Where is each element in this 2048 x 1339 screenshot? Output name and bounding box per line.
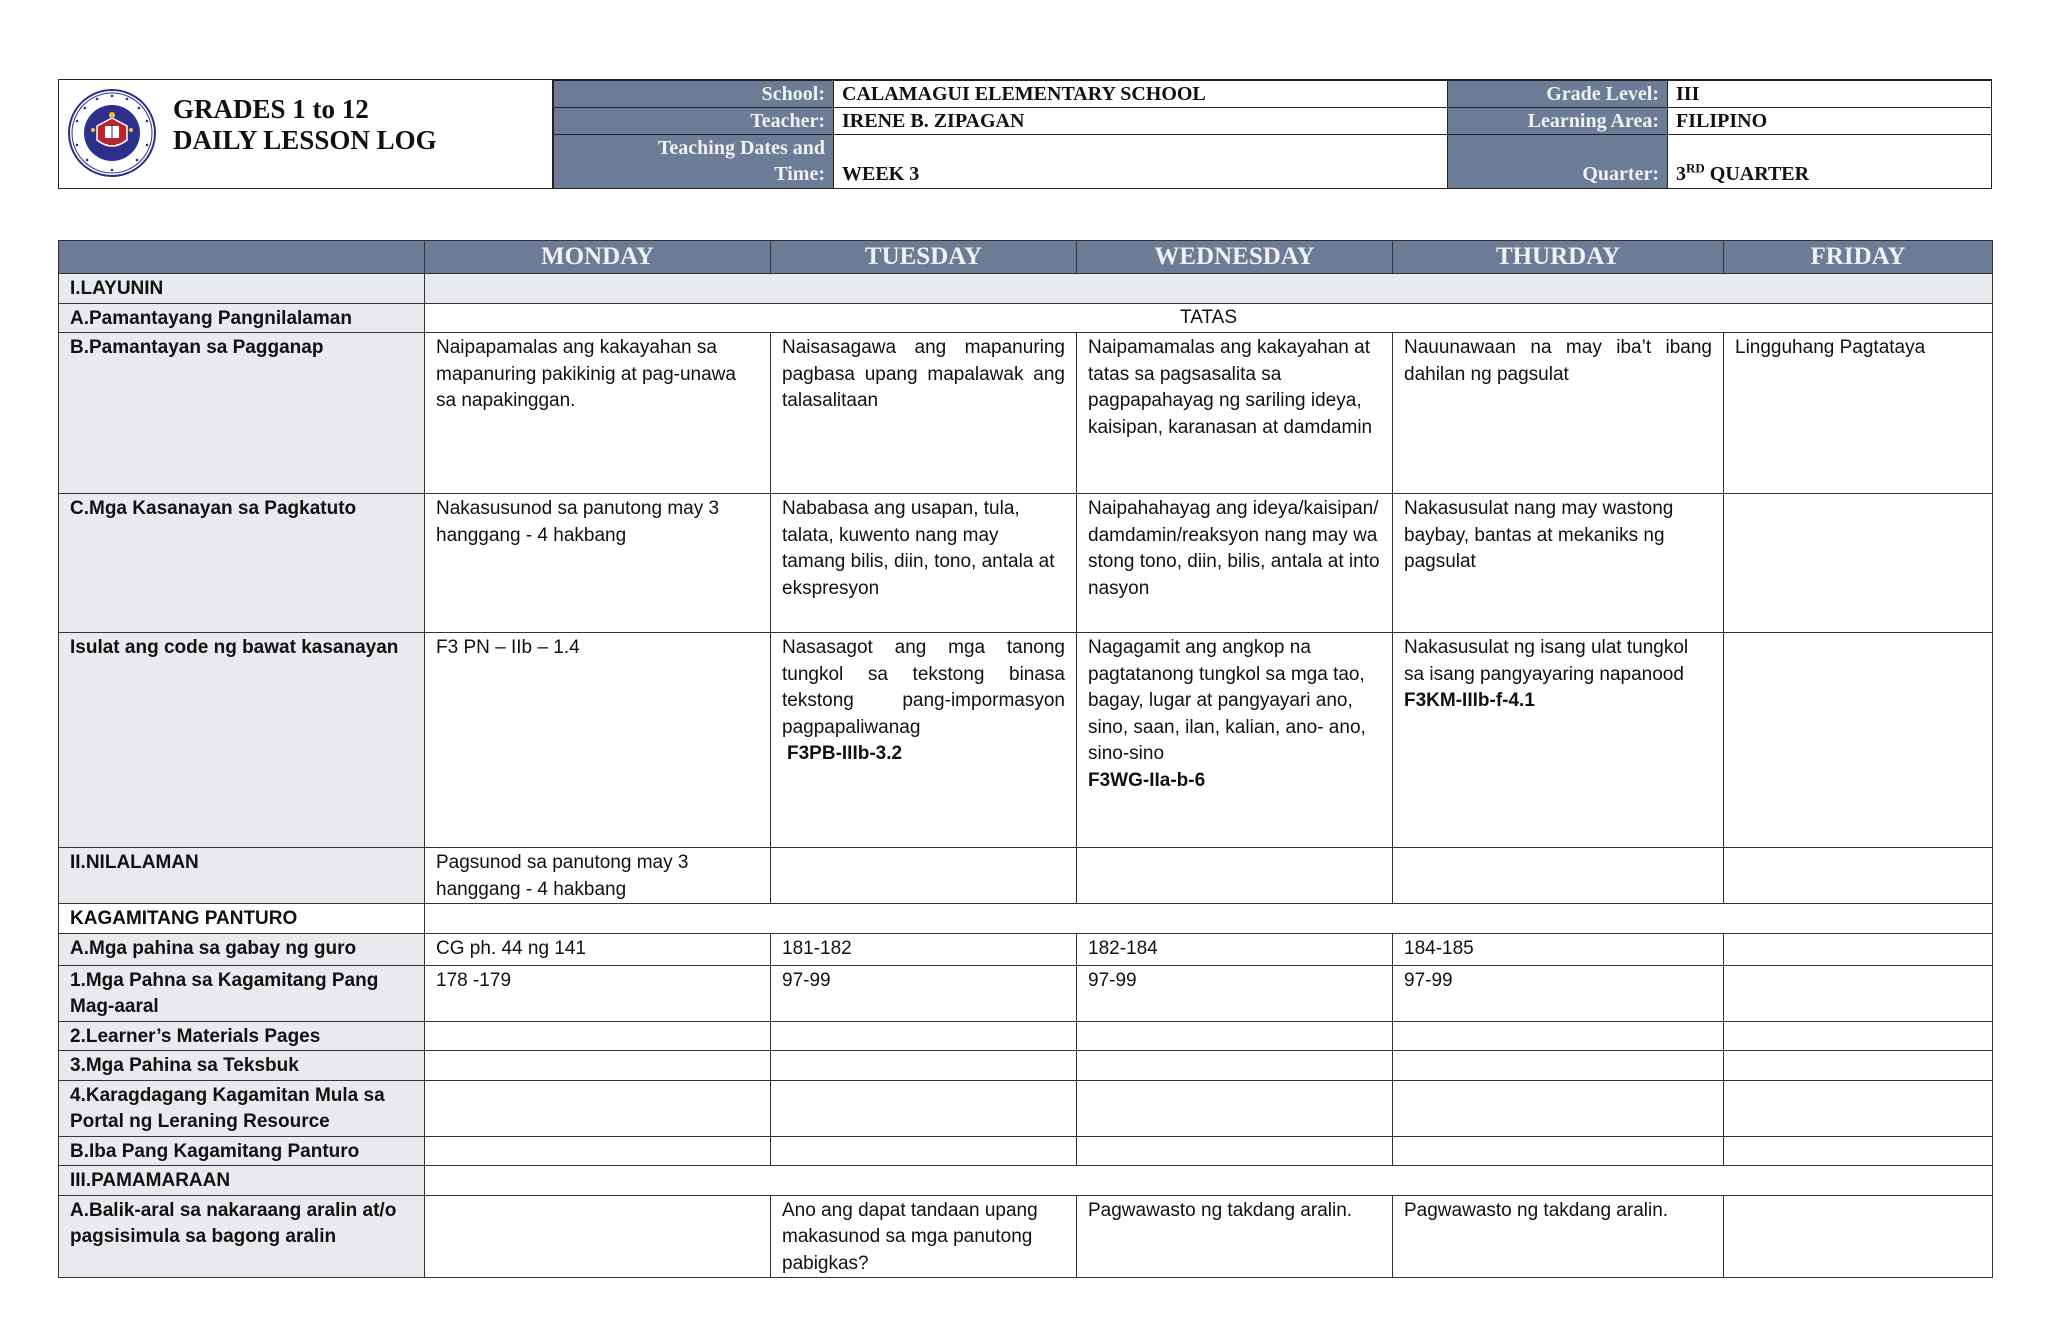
pagganap-tuesday: Naisasagawa ang mapanuring pagbasa upang mapalawak ang talasalitaan xyxy=(771,333,1077,494)
learners-tuesday xyxy=(771,1021,1077,1051)
balik-thursday: Pagwawasto ng takdang aralin. xyxy=(1393,1195,1724,1278)
pagganap-thursday: Nauunawaan na may iba’t ibang dahilan ng pagsulat xyxy=(1393,333,1724,494)
learners-friday xyxy=(1724,1021,1993,1051)
gabay-row xyxy=(59,933,1993,965)
kagamitan-band xyxy=(425,904,1993,934)
lesson-log-header xyxy=(58,79,1992,189)
layunin-band xyxy=(425,274,1993,304)
header-title-line-1: GRADES 1 to 12 xyxy=(173,94,369,124)
grade-level-label: Grade Level: xyxy=(1448,81,1668,108)
learning-area-value: FILIPINO xyxy=(1668,108,1992,135)
iba-row xyxy=(59,1136,1993,1166)
kagamitan-label: KAGAMITANG PANTURO xyxy=(59,904,425,934)
teacher-label: Teacher: xyxy=(554,108,834,135)
nilalaman-row xyxy=(59,848,1993,904)
header-info-table xyxy=(553,80,1992,189)
pagganap-wednesday: Naipamamalas ang kakayahan at tatas sa pagsasalita sa pagpapahayag ng sariling ideya, kaisipan, karanasan at damdamin xyxy=(1077,333,1393,494)
code-label: Isulat ang code ng bawat kasanayan xyxy=(59,633,425,848)
code-friday xyxy=(1724,633,1993,848)
gabay-thursday: 184-185 xyxy=(1393,933,1724,965)
teksbuk-monday xyxy=(425,1051,771,1081)
karagdagang-monday xyxy=(425,1080,771,1136)
header-title-line-2: DAILY LESSON LOG xyxy=(173,125,437,155)
learners-label: 2.Learner’s Materials Pages xyxy=(59,1021,425,1051)
kasanayan-thursday: Nakasusulat nang may wastong baybay, bantas at mekaniks ng pagsulat xyxy=(1393,494,1724,633)
teksbuk-tuesday xyxy=(771,1051,1077,1081)
teksbuk-friday xyxy=(1724,1051,1993,1081)
karagdagang-row xyxy=(59,1080,1993,1136)
teksbuk-thursday xyxy=(1393,1051,1724,1081)
pahina-monday: 178 -179 xyxy=(425,965,771,1021)
balik-row xyxy=(59,1195,1993,1278)
nilalaman-wednesday xyxy=(1077,848,1393,904)
teksbuk-wednesday xyxy=(1077,1051,1393,1081)
iba-friday xyxy=(1724,1136,1993,1166)
balik-tuesday: Ano ang dapat tandaan upang makasunod sa mga panutong pabigkas? xyxy=(771,1195,1077,1278)
pamantayang-label: A.Pamantayang Pangnilalaman xyxy=(59,303,425,333)
code-tuesday-text: Nasasagot ang mga tanong tungkol sa tekstong binasa tekstong pang-impormasyon pagpapaliwanag xyxy=(782,637,1065,738)
teacher-value: IRENE B. ZIPAGAN xyxy=(834,108,1448,135)
kasanayan-label: C.Mga Kasanayan sa Pagkatuto xyxy=(59,494,425,633)
quarter-value xyxy=(1668,135,1992,189)
pagganap-friday: Lingguhang Pagtataya xyxy=(1724,333,1993,494)
code-wednesday-code: F3WG-IIa-b-6 xyxy=(1088,769,1206,791)
code-tuesday-code: F3PB-IIIb-3.2 xyxy=(787,743,903,764)
pagganap-label: B.Pamantayan sa Pagganap xyxy=(59,333,425,494)
pagganap-monday: Naipapamalas ang kakayahan sa mapanuring pakikinig at pag-unawa sa napakinggan. xyxy=(425,333,771,494)
iba-wednesday xyxy=(1077,1136,1393,1166)
code-row xyxy=(59,633,1993,848)
nilalaman-monday: Pagsunod sa panutong may 3 hanggang - 4 hakbang xyxy=(425,848,771,904)
deped-seal-icon xyxy=(67,88,157,178)
code-thursday-code: F3KM-IIIb-f-4.1 xyxy=(1404,690,1535,711)
gabay-tuesday: 181-182 xyxy=(771,933,1077,965)
day-header-friday: FRIDAY xyxy=(1724,241,1993,274)
pamamaraan-band xyxy=(425,1166,1993,1196)
pahina-friday xyxy=(1724,965,1993,1021)
code-wednesday xyxy=(1077,633,1393,848)
grade-level-value: III xyxy=(1668,81,1992,108)
iba-tuesday xyxy=(771,1136,1077,1166)
kasanayan-wednesday: Naipahahayag ang ideya/kaisipan/damdamin/reaksyon nang may wastong tono, diin, bilis, antala at intonasyon xyxy=(1077,494,1393,633)
pamamaraan-label: III.PAMAMARAAN xyxy=(59,1166,425,1196)
learning-area-label: Learning Area: xyxy=(1448,108,1668,135)
layunin-row xyxy=(59,274,1993,304)
balik-wednesday: Pagwawasto ng takdang aralin. xyxy=(1077,1195,1393,1278)
pahina-tuesday: 97-99 xyxy=(771,965,1077,1021)
day-header-corner xyxy=(59,241,425,274)
code-thursday xyxy=(1393,633,1724,848)
code-wednesday-text: Nagagamit ang angkop na pagtatanong tungkol sa mga tao, bagay, lugar at pangyayari ano, sino, saan, ilan, kalian, ano- ano, sino-sino xyxy=(1088,637,1366,764)
school-label: School: xyxy=(554,81,834,108)
day-header-thursday: THURDAY xyxy=(1393,241,1724,274)
kasanayan-row xyxy=(59,494,1993,633)
gabay-label: A.Mga pahina sa gabay ng guro xyxy=(59,933,425,965)
gabay-monday: CG ph. 44 ng 141 xyxy=(425,933,771,965)
quarter-suffix: RD xyxy=(1686,160,1705,176)
nilalaman-friday xyxy=(1724,848,1993,904)
day-header-row xyxy=(59,241,1993,274)
kagamitan-row xyxy=(59,904,1993,934)
karagdagang-thursday xyxy=(1393,1080,1724,1136)
pahina-wednesday: 97-99 xyxy=(1077,965,1393,1021)
karagdagang-friday xyxy=(1724,1080,1993,1136)
gabay-friday xyxy=(1724,933,1993,965)
school-value: CALAMAGUI ELEMENTARY SCHOOL xyxy=(834,81,1448,108)
nilalaman-thursday xyxy=(1393,848,1724,904)
day-header-tuesday: TUESDAY xyxy=(771,241,1077,274)
iba-monday xyxy=(425,1136,771,1166)
iba-thursday xyxy=(1393,1136,1724,1166)
day-header-wednesday: WEDNESDAY xyxy=(1077,241,1393,274)
code-monday: F3 PN – IIb – 1.4 xyxy=(425,633,771,848)
learners-thursday xyxy=(1393,1021,1724,1051)
day-header-monday: MONDAY xyxy=(425,241,771,274)
balik-label: A.Balik-aral sa nakaraang aralin at/o pagsisimula sa bagong aralin xyxy=(59,1195,425,1278)
teksbuk-row xyxy=(59,1051,1993,1081)
balik-friday xyxy=(1724,1195,1993,1278)
kasanayan-monday: Nakasusunod sa panutong may 3 hanggang - 4 hakbang xyxy=(425,494,771,633)
header-title-panel xyxy=(59,80,553,188)
quarter-text: QUARTER xyxy=(1704,163,1810,185)
layunin-label: I.LAYUNIN xyxy=(59,274,425,304)
pahina-row xyxy=(59,965,1993,1021)
teaching-dates-label-line-1: Teaching Dates and xyxy=(657,137,825,159)
balik-monday xyxy=(425,1195,771,1278)
teaching-dates-label xyxy=(554,135,834,189)
teaching-dates-value: WEEK 3 xyxy=(834,135,1448,189)
karagdagang-wednesday xyxy=(1077,1080,1393,1136)
iba-label: B.Iba Pang Kagamitang Panturo xyxy=(59,1136,425,1166)
learners-wednesday xyxy=(1077,1021,1393,1051)
pahina-thursday: 97-99 xyxy=(1393,965,1724,1021)
code-thursday-text: Nakasusulat ng isang ulat tungkol sa isang pangyayaring napanood xyxy=(1404,637,1689,685)
quarter-number: 3 xyxy=(1676,163,1686,185)
karagdagang-label: 4.Karagdagang Kagamitan Mula sa Portal ng Leraning Resource xyxy=(59,1080,425,1136)
karagdagang-tuesday xyxy=(771,1080,1077,1136)
lesson-plan-table xyxy=(58,240,1993,1278)
pamantayang-row xyxy=(59,303,1993,333)
learners-monday xyxy=(425,1021,771,1051)
nilalaman-label: II.NILALAMAN xyxy=(59,848,425,904)
nilalaman-tuesday xyxy=(771,848,1077,904)
kasanayan-friday xyxy=(1724,494,1993,633)
kasanayan-tuesday: Nababasa ang usapan, tula, talata, kuwento nang may tamang bilis, diin, tono, antala at ekspresyon xyxy=(771,494,1077,633)
pagganap-row xyxy=(59,333,1993,494)
quarter-label: Quarter: xyxy=(1448,135,1668,189)
teaching-dates-label-line-2: Time: xyxy=(774,163,825,185)
pahina-label: 1.Mga Pahna sa Kagamitang Pang Mag-aaral xyxy=(59,965,425,1021)
gabay-wednesday: 182-184 xyxy=(1077,933,1393,965)
learners-row xyxy=(59,1021,1993,1051)
teksbuk-label: 3.Mga Pahina sa Teksbuk xyxy=(59,1051,425,1081)
header-title xyxy=(173,94,437,156)
pamantayang-value: TATAS xyxy=(425,303,1993,333)
pamamaraan-row xyxy=(59,1166,1993,1196)
code-tuesday xyxy=(771,633,1077,848)
